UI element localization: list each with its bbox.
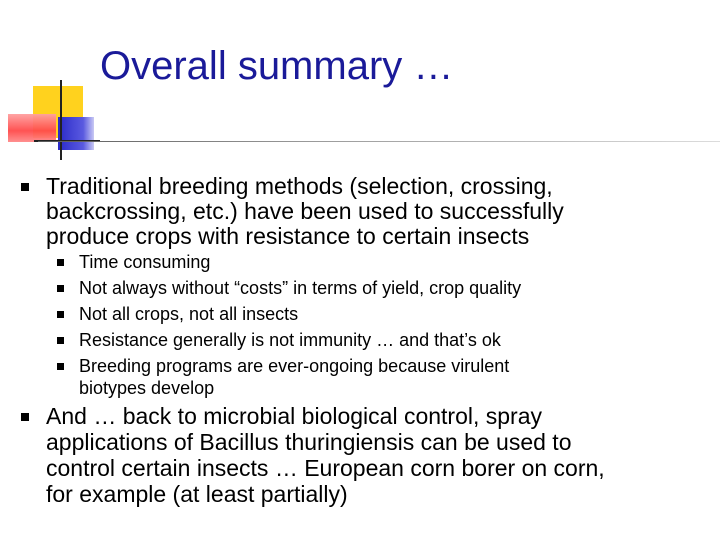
bullet-2-line-3: control certain insects … European corn borer on corn, (46, 455, 605, 481)
sub-bullet-5: Breeding programs are ever-ongoing because virulent (79, 356, 510, 376)
decor-red-square (8, 114, 56, 142)
sub-bullet-marker (57, 311, 64, 318)
bullet-marker (21, 413, 29, 421)
sub-bullet-marker (57, 363, 64, 370)
bullet-1-line-2: backcrossing, etc.) have been used to successfully (46, 198, 564, 224)
bullet-1-line-1: Traditional breeding methods (selection, crossing, (46, 173, 553, 199)
sub-bullet-1: Time consuming (79, 252, 211, 272)
bullet-marker (21, 183, 29, 191)
decor-blue-square (58, 117, 94, 150)
sub-bullet-4: Resistance generally is not immunity … and that’s ok (79, 330, 501, 350)
decor-vertical-line (60, 80, 62, 160)
bullet-1-line-3: produce crops with resistance to certain insects (46, 223, 530, 249)
sub-bullet-3: Not all crops, not all insects (79, 304, 299, 324)
sub-bullet-2: Not always without “costs” in terms of yield, crop quality (79, 278, 522, 298)
sub-bullet-5-continuation: biotypes develop (79, 378, 215, 398)
sub-bullet-marker (57, 285, 64, 292)
sub-bullet-marker (57, 337, 64, 344)
bullet-2-line-1: And … back to microbial biological control, spray (46, 403, 543, 429)
bullet-2-line-4: for example (at least partially) (46, 481, 348, 507)
sub-bullet-marker (57, 259, 64, 266)
title-underline-rule (38, 141, 720, 142)
slide-title: Overall summary … (100, 44, 454, 88)
bullet-2-line-2: applications of Bacillus thuringiensis can be used to (46, 429, 572, 455)
